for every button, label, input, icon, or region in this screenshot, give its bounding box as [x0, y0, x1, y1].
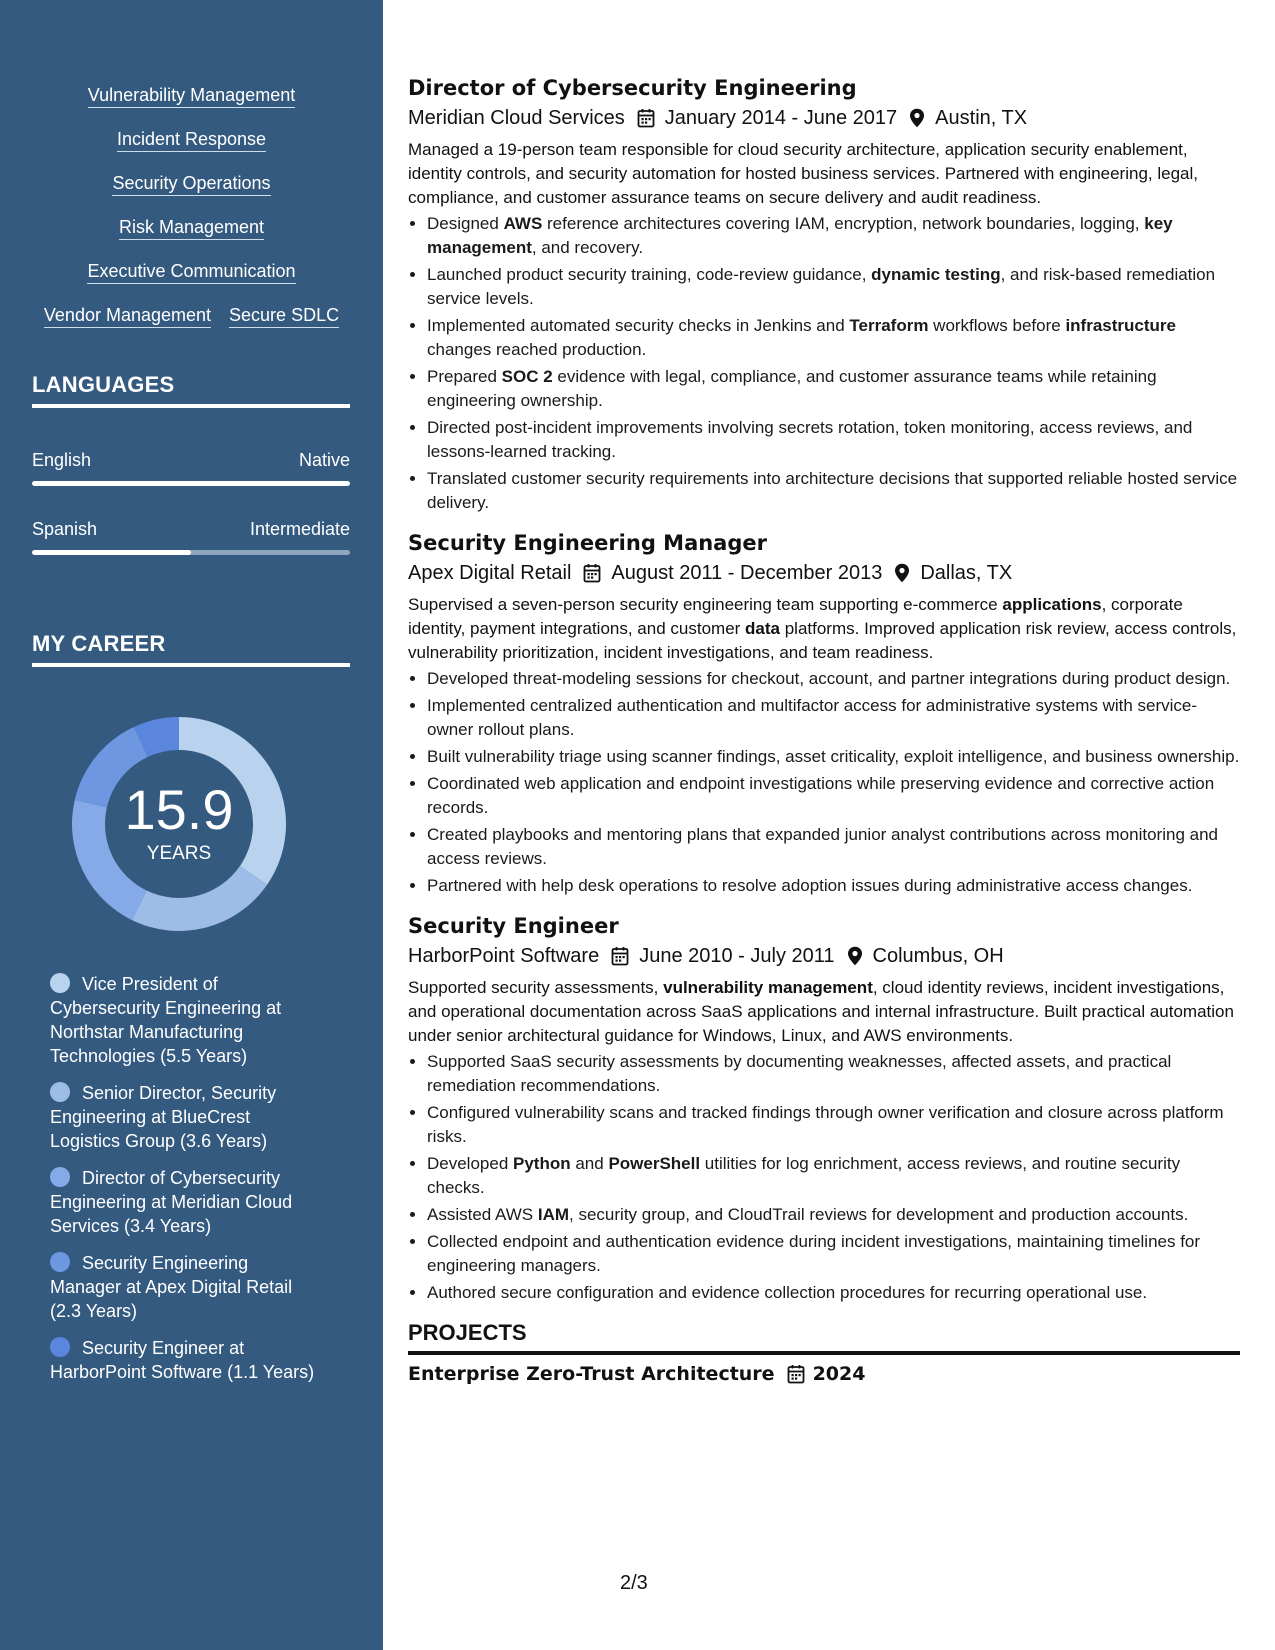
bold-keyword: PowerShell: [608, 1154, 701, 1173]
career-legend: [50, 972, 320, 1397]
project-date: 2024: [812, 1363, 866, 1385]
bold-keyword: IAM: [537, 1205, 570, 1224]
job-entry: [408, 529, 1240, 898]
language-proficiency-bar: [32, 481, 350, 486]
project-name: Enterprise Zero-Trust Architecture: [408, 1363, 775, 1385]
language-proficiency-bar: [32, 550, 350, 555]
job-bullet: • Translated customer security requirements into architecture decisions that supported reliable hosted service delivery.: [427, 467, 1240, 515]
skill-tag: Vulnerability Management: [88, 84, 295, 108]
job-entry: [408, 74, 1240, 515]
job-bullet: • Configured vulnerability scans and tracked findings through owner verification and closure across platform risks.: [427, 1101, 1240, 1149]
job-bullet: • Partnered with help desk operations to resolve adoption issues during administrative access changes.: [427, 874, 1240, 898]
bold-keyword: Python: [513, 1154, 571, 1173]
job-entry: [408, 912, 1240, 1305]
career-legend-label: Vice President of Cybersecurity Engineering at Northstar Manufacturing Technologies (5.5 Years): [50, 974, 282, 1066]
job-bullet: • Supported SaaS security assessments by documenting weaknesses, affected assets, and practical remediation recommendations.: [427, 1050, 1240, 1098]
job-title: Security Engineer: [408, 914, 619, 938]
projects-heading: PROJECTS: [408, 1319, 1240, 1355]
language-name: Spanish: [32, 519, 98, 539]
language-name: English: [32, 450, 92, 470]
language-proficiency-fill: [32, 550, 191, 555]
languages-heading: LANGUAGES: [32, 372, 350, 408]
job-dates: January 2014 - June 2017: [664, 107, 898, 129]
legend-dot: [50, 973, 70, 993]
calendar-icon: [637, 108, 655, 128]
language-spanish: [32, 518, 350, 555]
job-bullet: • Authored secure configuration and evidence collection procedures for recurring operational use.: [427, 1281, 1240, 1305]
calendar-icon: [787, 1364, 805, 1384]
career-legend-item: [50, 1081, 320, 1153]
job-location: Austin, TX: [935, 107, 1028, 129]
bold-keyword: vulnerability management: [663, 978, 873, 997]
job-bullets: [408, 1050, 1240, 1305]
legend-dot: [50, 1082, 70, 1102]
skill-tag: Executive Communication: [87, 260, 295, 284]
career-heading: MY CAREER: [32, 631, 350, 667]
career-legend-item: [50, 1336, 320, 1384]
career-legend-item: [50, 1166, 320, 1238]
bold-keyword: applications: [1002, 595, 1102, 614]
bold-keyword: infrastructure: [1065, 316, 1176, 335]
job-bullet: • Designed AWS reference architectures covering IAM, encryption, network boundaries, logging, key management, and recovery.: [427, 212, 1240, 260]
job-bullet: • Collected endpoint and authentication evidence during incident investigations, maintaining timelines for engineering managers.: [427, 1230, 1240, 1278]
sidebar: [0, 0, 383, 1650]
skill-tag: Secure SDLC: [229, 304, 339, 328]
career-years-unit: YEARS: [146, 843, 212, 864]
skill-tag: Security Operations: [112, 172, 270, 196]
job-bullet: • Directed post-incident improvements involving secrets rotation, token monitoring, access reviews, and lessons-learned tracking.: [427, 416, 1240, 464]
career-donut-chart: [66, 711, 292, 937]
language-level: Native: [298, 450, 350, 470]
career-donut-slice: [132, 866, 267, 931]
calendar-icon: [583, 563, 601, 583]
job-bullet: • Coordinated web application and endpoint investigations while preserving evidence and corrective action records.: [427, 772, 1240, 820]
bold-keyword: data: [745, 619, 780, 638]
legend-dot: [50, 1167, 70, 1187]
job-title: Director of Cybersecurity Engineering: [408, 76, 857, 100]
job-summary: Supervised a seven-person security engineering team supporting e-commerce applications, corporate identity, payment integrations, and customer data platforms. Improved application risk review, access controls, vulnerability prioritization, incident investigations, and team readiness.: [408, 595, 1237, 662]
calendar-icon: [611, 946, 629, 966]
job-location: Columbus, OH: [872, 945, 1004, 967]
skill-tag: Vendor Management: [44, 304, 211, 328]
job-bullets: [408, 212, 1240, 515]
page-number: 2/3: [620, 1572, 648, 1594]
job-dates: June 2010 - July 2011: [639, 945, 835, 967]
job-dates: August 2011 - December 2013: [611, 562, 883, 584]
bold-keyword: Terraform: [849, 316, 929, 335]
skill-tag: Incident Response: [117, 128, 266, 152]
job-company: Meridian Cloud Services: [408, 107, 625, 129]
job-company: HarborPoint Software: [408, 945, 600, 967]
skills-list: [0, 84, 383, 348]
job-meta: [408, 942, 1240, 970]
job-company: Apex Digital Retail: [408, 562, 572, 584]
location-pin-icon: [909, 108, 925, 128]
job-bullet: • Implemented automated security checks in Jenkins and Terraform workflows before infrastructure changes reached production.: [427, 314, 1240, 362]
career-legend-item: [50, 972, 320, 1068]
job-bullet: • Assisted AWS IAM, security group, and CloudTrail reviews for development and production accounts.: [427, 1203, 1240, 1227]
bold-keyword: AWS: [503, 214, 543, 233]
job-bullet: • Built vulnerability triage using scanner findings, asset criticality, exploit intelligence, and business ownership.: [427, 745, 1240, 769]
bold-keyword: dynamic testing: [871, 265, 1001, 284]
legend-dot: [50, 1337, 70, 1357]
project-entry: [408, 1363, 1240, 1385]
legend-dot: [50, 1252, 70, 1272]
main-content: [408, 74, 1240, 1385]
job-bullet: • Created playbooks and mentoring plans that expanded junior analyst contributions across monitoring and access reviews.: [427, 823, 1240, 871]
job-bullet: • Prepared SOC 2 evidence with legal, compliance, and customer assurance teams while retaining engineering ownership.: [427, 365, 1240, 413]
job-bullet: • Launched product security training, code-review guidance, dynamic testing, and risk-based remediation service levels.: [427, 263, 1240, 311]
career-legend-label: Security Engineer at HarborPoint Software (1.1 Years): [50, 1338, 315, 1382]
language-level: Intermediate: [249, 519, 350, 539]
career-total-years: 15.9: [124, 778, 234, 841]
location-pin-icon: [847, 946, 863, 966]
job-bullet: • Developed Python and PowerShell utilities for log enrichment, access reviews, and routine security checks.: [427, 1152, 1240, 1200]
bold-keyword: key management: [427, 214, 1173, 257]
job-location: Dallas, TX: [920, 562, 1013, 584]
language-proficiency-fill: [32, 481, 350, 486]
bold-keyword: SOC 2: [501, 367, 553, 386]
job-meta: [408, 104, 1240, 132]
career-legend-item: [50, 1251, 320, 1323]
job-bullets: [408, 667, 1240, 898]
job-meta: [408, 559, 1240, 587]
job-title: Security Engineering Manager: [408, 531, 767, 555]
career-legend-label: Director of Cybersecurity Engineering at Meridian Cloud Services (3.4 Years): [50, 1168, 293, 1236]
job-bullet: • Implemented centralized authentication and multifactor access for administrative systems with service-owner rollout plans.: [427, 694, 1240, 742]
language-english: [32, 449, 350, 486]
location-pin-icon: [894, 563, 910, 583]
skill-tag: Risk Management: [119, 216, 264, 240]
job-summary: Managed a 19-person team responsible for cloud security architecture, application security enablement, identity controls, and security automation for hosted business services. Partnered with engineering, legal, compliance, and customer assurance teams on secure delivery and audit readiness.: [408, 140, 1198, 207]
job-bullet: • Developed threat-modeling sessions for checkout, account, and partner integrations during product design.: [427, 667, 1240, 691]
career-legend-label: Senior Director, Security Engineering at BlueCrest Logistics Group (3.6 Years): [50, 1083, 277, 1151]
job-summary: Supported security assessments, vulnerability management, cloud identity reviews, incident investigations, and operational documentation across SaaS applications and internal infrastructure. Built practical automation under senior architectural guidance for Windows, Linux, and AWS environments.: [408, 978, 1234, 1045]
career-legend-label: Security Engineering Manager at Apex Digital Retail (2.3 Years): [50, 1253, 293, 1321]
